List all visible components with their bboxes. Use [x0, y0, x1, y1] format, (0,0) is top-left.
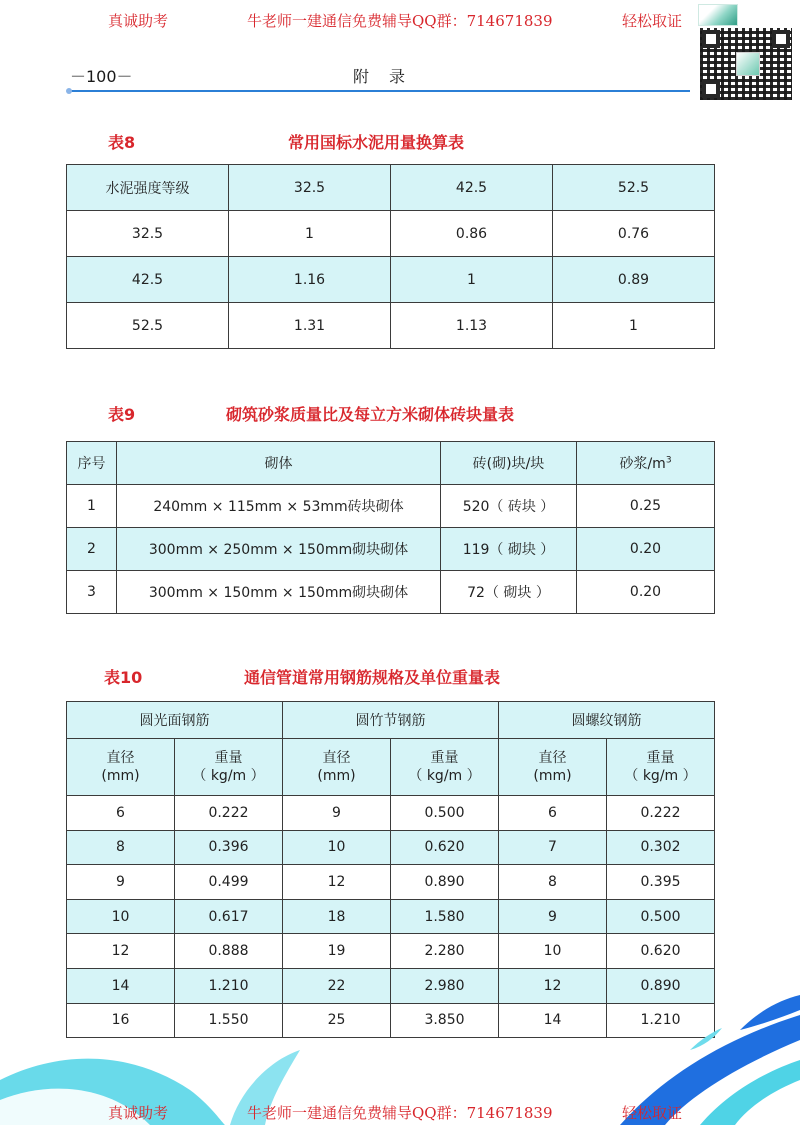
table-cell: 14	[67, 968, 175, 1003]
sub-header-line: （ kg/m ）	[192, 768, 265, 784]
table10-title: 通信管道常用钢筋规格及单位重量表	[244, 668, 501, 687]
header-cell-text: 砂浆/m	[619, 456, 666, 472]
table-cell: 0.395	[607, 865, 715, 900]
footer-left-text: 真诚助考	[108, 1104, 169, 1122]
banner-left-text: 真诚助考	[108, 12, 169, 30]
table-cell: 9	[283, 796, 391, 831]
sub-header-line: 重量	[214, 750, 243, 766]
table-cell: 6	[67, 796, 175, 831]
table-cell: 12	[283, 865, 391, 900]
table-cell: 0.222	[175, 796, 283, 831]
table9-title: 砌筑砂浆质量比及每立方米砌体砖块量表	[226, 405, 515, 424]
sub-header-line: 直径	[106, 750, 135, 766]
table-cell: 12	[67, 934, 175, 969]
table-row	[67, 899, 715, 934]
table-cell: 6	[499, 796, 607, 831]
table-cell: 22	[283, 968, 391, 1003]
table-cell: 240mm × 115mm × 53mm砖块砌体	[117, 485, 441, 528]
sub-header-cell	[391, 739, 499, 796]
table-cell: 0.620	[607, 934, 715, 969]
table-cell: 9	[499, 899, 607, 934]
table-cell: 19	[283, 934, 391, 969]
table-cell: 119（ 砌块 ）	[441, 528, 577, 571]
sub-header-line: (mm)	[101, 768, 140, 784]
table-cell: 2.280	[391, 934, 499, 969]
table-cell: 72（ 砌块 ）	[441, 571, 577, 614]
sub-header-line: 重量	[430, 750, 459, 766]
sub-header-line: 直径	[322, 750, 351, 766]
table-cell: 8	[499, 865, 607, 900]
table-row	[67, 934, 715, 969]
table-group-header-row	[67, 702, 715, 739]
table9	[66, 441, 715, 614]
table-cell: 25	[283, 1003, 391, 1038]
header-cell: 砖(砌)块/块	[441, 442, 577, 485]
sub-header-cell	[499, 739, 607, 796]
page-header	[70, 60, 690, 94]
table10-number: 表10	[104, 668, 143, 687]
table-cell: 300mm × 150mm × 150mm砌块砌体	[117, 571, 441, 614]
table-cell: 1.210	[175, 968, 283, 1003]
table-cell: 3.850	[391, 1003, 499, 1038]
table-cell: 0.500	[391, 796, 499, 831]
table-sub-header-row	[67, 739, 715, 796]
table-cell: 300mm × 250mm × 150mm砌块砌体	[117, 528, 441, 571]
table-cell: 32.5	[67, 211, 229, 257]
table-cell: 1.210	[607, 1003, 715, 1038]
table-cell: 1.13	[391, 303, 553, 349]
table-cell: 0.396	[175, 830, 283, 865]
table-cell: 2.980	[391, 968, 499, 1003]
table-row	[67, 830, 715, 865]
bottom-banner	[0, 1098, 800, 1122]
section-title: 附 录	[353, 67, 408, 86]
table-cell: 0.25	[577, 485, 715, 528]
header-rule	[70, 90, 690, 92]
table-row	[67, 485, 715, 528]
sub-header-cell	[67, 739, 175, 796]
table-cell: 0.499	[175, 865, 283, 900]
table-cell: 14	[499, 1003, 607, 1038]
footer-middle-text: 牛老师一建通信免费辅导QQ群：714671839	[247, 1104, 553, 1122]
table-row	[67, 796, 715, 831]
table-row	[67, 571, 715, 614]
table-cell: 16	[67, 1003, 175, 1038]
table-cell: 1.16	[229, 257, 391, 303]
table8-number: 表8	[108, 133, 136, 152]
table-cell: 0.500	[607, 899, 715, 934]
table8	[66, 164, 715, 349]
table-cell: 520（ 砖块 ）	[441, 485, 577, 528]
sub-header-line: 重量	[646, 750, 675, 766]
table-cell: 7	[499, 830, 607, 865]
header-cell	[577, 442, 715, 485]
table-cell: 42.5	[67, 257, 229, 303]
sub-header-cell	[175, 739, 283, 796]
sub-header-cell	[283, 739, 391, 796]
table-cell: 10	[499, 934, 607, 969]
table-header-row	[67, 165, 715, 211]
table-cell: 0.620	[391, 830, 499, 865]
top-banner	[0, 6, 700, 32]
table9-number: 表9	[108, 405, 136, 424]
table-cell: 0.76	[553, 211, 715, 257]
table-cell: 3	[67, 571, 117, 614]
table-row	[67, 528, 715, 571]
table-cell: 10	[67, 899, 175, 934]
table-cell: 0.89	[553, 257, 715, 303]
table-cell: 1	[391, 257, 553, 303]
sub-header-line: (mm)	[317, 768, 356, 784]
table-cell: 1	[229, 211, 391, 257]
logo-icon	[698, 4, 738, 26]
table-cell: 12	[499, 968, 607, 1003]
sub-header-line: (mm)	[533, 768, 572, 784]
table-cell: 2	[67, 528, 117, 571]
table-cell: 1.550	[175, 1003, 283, 1038]
table-cell: 9	[67, 865, 175, 900]
footer-right-text: 轻松取证	[622, 1104, 683, 1122]
header-cell: 32.5	[229, 165, 391, 211]
table-cell: 10	[283, 830, 391, 865]
table-row	[67, 211, 715, 257]
qr-code-icon	[700, 28, 792, 100]
sub-header-line: 直径	[538, 750, 567, 766]
table-cell: 0.302	[607, 830, 715, 865]
table-cell: 1.31	[229, 303, 391, 349]
table-cell: 1.580	[391, 899, 499, 934]
group-header-cell: 圆螺纹钢筋	[499, 702, 715, 739]
page-number: －100－	[70, 67, 133, 86]
table-cell: 0.222	[607, 796, 715, 831]
table-cell: 0.888	[175, 934, 283, 969]
table-cell: 52.5	[67, 303, 229, 349]
table-header-row	[67, 442, 715, 485]
table-row	[67, 303, 715, 349]
table-cell: 0.20	[577, 571, 715, 614]
table-cell: 8	[67, 830, 175, 865]
group-header-cell: 圆光面钢筋	[67, 702, 283, 739]
header-cell: 42.5	[391, 165, 553, 211]
table-cell: 0.617	[175, 899, 283, 934]
sub-header-line: （ kg/m ）	[624, 768, 697, 784]
table-cell: 0.20	[577, 528, 715, 571]
sub-header-cell	[607, 739, 715, 796]
header-cell: 水泥强度等级	[67, 165, 229, 211]
table-cell: 0.890	[391, 865, 499, 900]
table-row	[67, 257, 715, 303]
table-row	[67, 865, 715, 900]
header-cell: 砌体	[117, 442, 441, 485]
banner-middle-text: 牛老师一建通信免费辅导QQ群：714671839	[247, 12, 553, 30]
table8-title: 常用国标水泥用量换算表	[288, 133, 465, 152]
sub-header-line: （ kg/m ）	[408, 768, 481, 784]
table-cell: 1	[67, 485, 117, 528]
table-cell: 1	[553, 303, 715, 349]
table-cell: 0.86	[391, 211, 553, 257]
superscript: 3	[665, 455, 672, 466]
header-cell: 序号	[67, 442, 117, 485]
header-cell: 52.5	[553, 165, 715, 211]
banner-right-text: 轻松取证	[622, 12, 683, 30]
table-cell: 0.890	[607, 968, 715, 1003]
group-header-cell: 圆竹节钢筋	[283, 702, 499, 739]
table-cell: 18	[283, 899, 391, 934]
